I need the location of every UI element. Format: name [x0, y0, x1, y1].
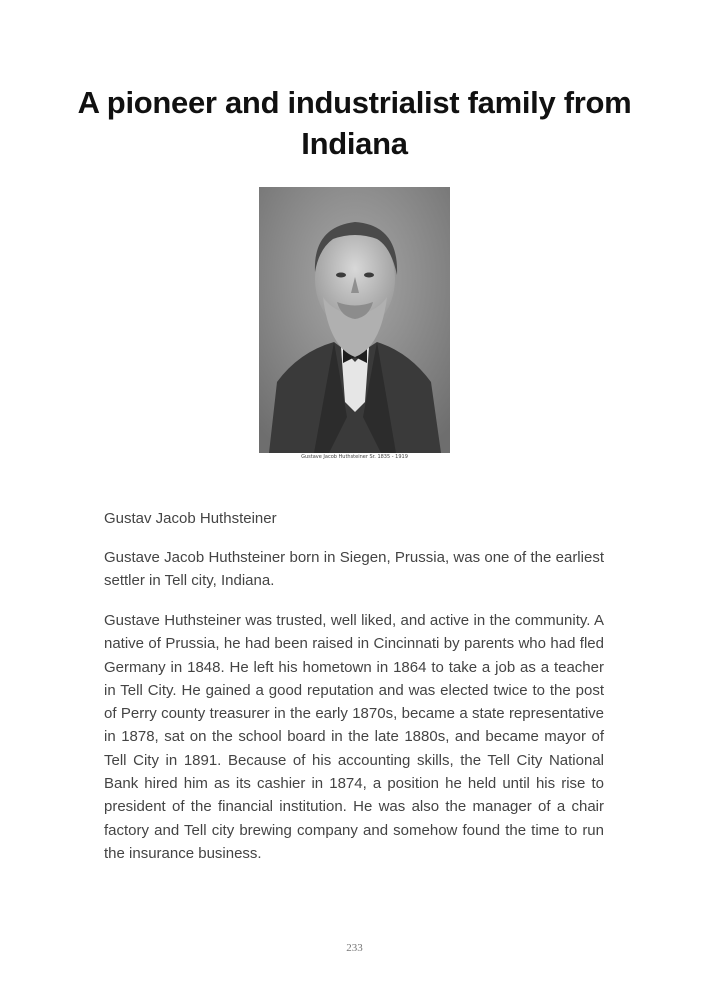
- photo-caption: Gustave Jacob Huthsteiner Sr. 1835 - 1919: [301, 454, 408, 460]
- paragraph-birth: Gustave Jacob Huthsteiner born in Siegen, Prussia, was one of the earliest settler in Tell city, Indiana.: [104, 549, 604, 590]
- person-name-heading: Gustav Jacob Huthsteiner: [104, 510, 277, 527]
- page-title: A pioneer and industrialist family from Indiana: [77, 85, 632, 161]
- paragraph-biography: Gustave Huthsteiner was trusted, well liked, and active in the community. A native of Prussia, he had been raised in Cincinnati by parents who had fled Germany in 1848. He left his hometown in 1864 to take a job as a teacher in Tell City. He gained a good reputation and was elected twice to the post of Perry county treasurer in the early 1870s, became a state representative in 1878, sat on the school board in the late 1880s, and became mayor of Tell City in 1891. Because of his accounting skills, the Tell City National Bank hired him as its cashier in 1874, a position he held until his rise to president of the financial institution. He was also the manager of a chair factory and Tell city brewing company and somehow found the time to run the insurance business.: [104, 612, 604, 862]
- page-number: 233: [346, 942, 363, 954]
- portrait-photo: [259, 187, 450, 453]
